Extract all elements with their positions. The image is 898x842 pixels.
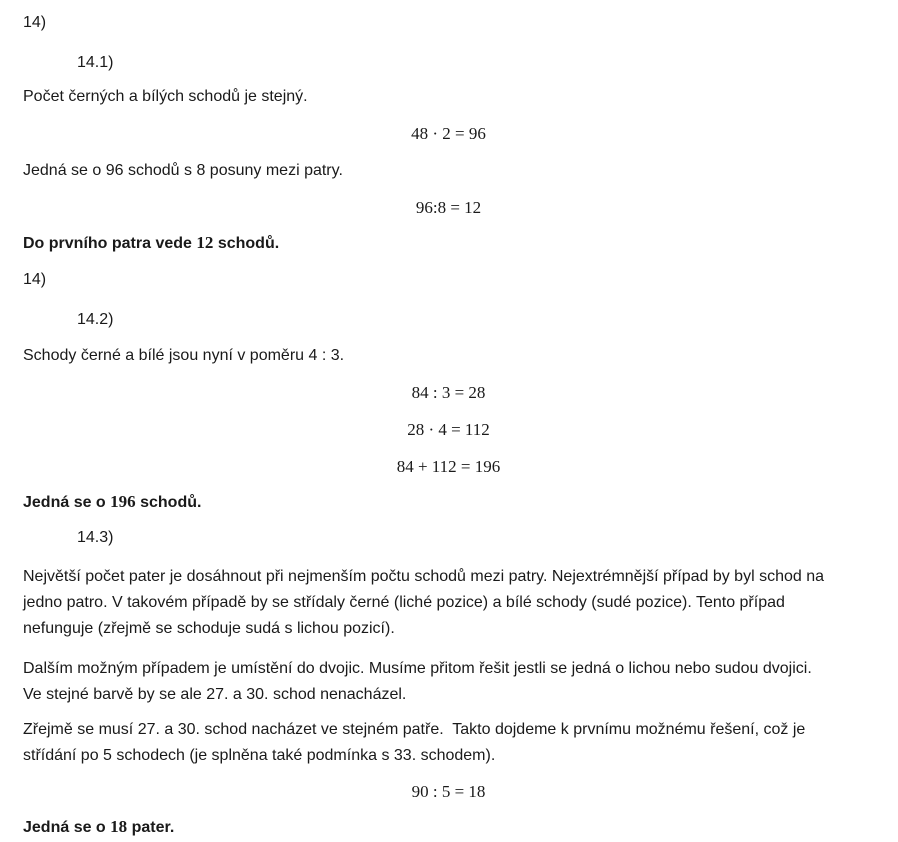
- equation-84-div-3: 84 : 3 = 28: [411, 383, 486, 402]
- section-label-14-1: 14.1): [77, 54, 114, 71]
- answer-14-3-suffix: pater.: [127, 819, 175, 836]
- paragraph-line: Dalším možným případem je umístění do dvojic. Musíme přitom řešit jestli se jedná o lichou nebo sudou dvojici.: [23, 660, 812, 677]
- answer-14-1-suffix: schodů.: [213, 235, 280, 252]
- equation-28-times-4: 28 · 4 = 112: [407, 420, 490, 439]
- answer-14-3-number: 18: [110, 817, 128, 836]
- answer-14-1-number: 12: [196, 233, 214, 252]
- problem-label-14-second: 14): [23, 271, 47, 288]
- answer-14-2-number: 196: [110, 492, 136, 511]
- equation-90-div-5: 90 : 5 = 18: [411, 782, 486, 801]
- statement-14-1: Počet černých a bílých schodů je stejný.: [23, 88, 308, 105]
- answer-14-1: [23, 232, 874, 255]
- paragraph-line: jedno patro. V takovém případě by se střídaly černé (liché pozice) a bílé schody (sudé pozice). Tento případ: [23, 594, 785, 611]
- paragraph-line: Ve stejné barvě by se ale 27. a 30. schod nenacházel.: [23, 686, 407, 703]
- statement-14-2: Schody černé a bílé jsou nyní v poměru 4 : 3.: [23, 347, 345, 364]
- section-label-14-2: 14.2): [77, 311, 114, 328]
- paragraph-line: Zřejmě se musí 27. a 30. schod nacházet ve stejném patře. Takto dojdeme k prvnímu možnému řešení, což je: [23, 721, 806, 738]
- paragraph-extreme-case: [23, 564, 874, 642]
- answer-14-3-prefix: Jedná se o: [23, 819, 111, 836]
- equation-48-times-2: 48 · 2 = 96: [411, 124, 486, 143]
- paragraph-line: Největší počet pater je dosáhnout při nejmenším počtu schodů mezi patry. Nejextrémnější případ by byl schod na: [23, 568, 825, 585]
- answer-14-1-prefix: Do prvního patra vede: [23, 235, 197, 252]
- answer-14-2-suffix: schodů.: [135, 494, 202, 511]
- paragraph-pairs-case: [23, 656, 874, 708]
- equation-96-div-8: 96:8 = 12: [415, 198, 482, 217]
- problem-label-14-first: 14): [23, 14, 47, 31]
- answer-14-2-prefix: Jedná se o: [23, 494, 111, 511]
- paragraph-line: nefunguje (zřejmě se schoduje sudá s lichou pozicí).: [23, 620, 395, 637]
- answer-14-3: [23, 816, 874, 839]
- answer-14-2: [23, 491, 874, 514]
- paragraph-line: střídání po 5 schodech (je splněna také podmínka s 33. schodem).: [23, 747, 496, 764]
- equation-84-plus-112: 84 + 112 = 196: [396, 457, 501, 476]
- paragraph-solution: [23, 717, 874, 769]
- note-14-1: Jedná se o 96 schodů s 8 posuny mezi patry.: [23, 162, 343, 179]
- section-label-14-3: 14.3): [77, 529, 114, 546]
